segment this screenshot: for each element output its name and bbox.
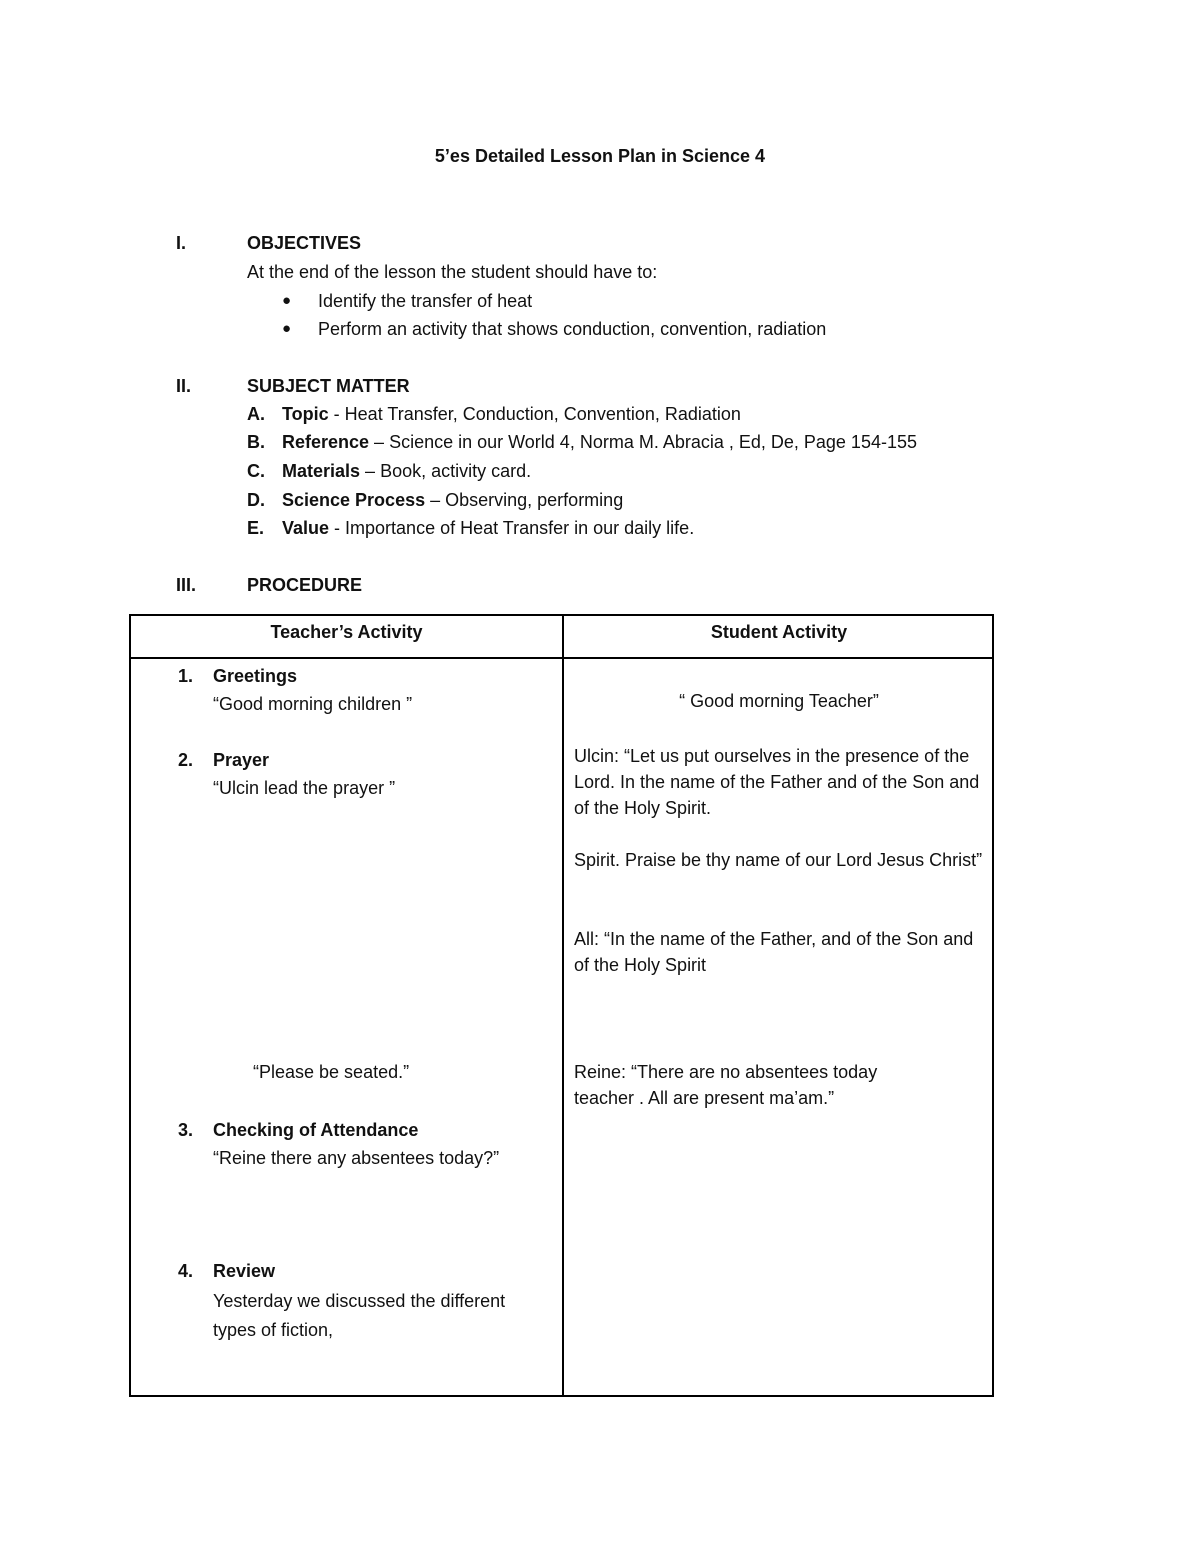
teacher-prayer: “Ulcin lead the prayer ” xyxy=(213,778,396,798)
section-heading-subject-matter: SUBJECT MATTER xyxy=(247,376,410,396)
student-prayer-1: Ulcin: “Let us put ourselves in the presence of the Lord. In the name of the Father and of the Son and of the Holy Spirit. xyxy=(574,746,980,818)
item-separator: - xyxy=(329,518,346,538)
objective-item: Perform an activity that shows conduction, convention, radiation xyxy=(318,319,827,339)
step-title-prayer: Prayer xyxy=(213,750,270,770)
step-title-greetings: Greetings xyxy=(213,666,298,686)
section-numeral-objectives: I. xyxy=(176,233,187,253)
section-numeral-procedure: III. xyxy=(176,575,197,595)
teacher-review: Yesterday we discussed the different types of fiction, xyxy=(213,1291,506,1340)
step-number: 1. xyxy=(178,666,194,686)
item-separator: - xyxy=(328,404,345,424)
step-number: 2. xyxy=(178,750,194,770)
student-greeting-reply: “ Good morning Teacher” xyxy=(679,691,879,711)
item-letter: E. xyxy=(247,518,265,538)
item-label: Science Process xyxy=(282,490,426,510)
item-separator: – xyxy=(369,432,390,452)
teacher-attendance: “Reine there any absentees today?” xyxy=(213,1148,500,1168)
student-attendance-reply: Reine: “There are no absentees today teacher . All are present ma’am.” xyxy=(574,1062,878,1108)
step-title-review: Review xyxy=(213,1261,276,1281)
step-number: 4. xyxy=(178,1261,194,1281)
bullet-icon: ● xyxy=(282,292,292,309)
item-text: Importance of Heat Transfer in our daily life. xyxy=(345,518,695,538)
teacher-seated: “Please be seated.” xyxy=(253,1062,410,1082)
objective-item: Identify the transfer of heat xyxy=(318,291,533,311)
objectives-intro: At the end of the lesson the student should have to: xyxy=(247,262,658,282)
teacher-greeting: “Good morning children ” xyxy=(213,694,413,714)
student-prayer-3: All: “In the name of the Father, and of the Son and of the Holy Spirit xyxy=(574,929,974,975)
section-numeral-subject-matter: II. xyxy=(176,376,192,396)
section-heading-procedure: PROCEDURE xyxy=(247,575,363,595)
item-letter: B. xyxy=(247,432,265,452)
header-divider xyxy=(131,657,992,659)
student-prayer-2: Spirit. Praise be thy name of our Lord Jesus Christ” xyxy=(574,850,983,870)
bullet-icon: ● xyxy=(282,320,292,337)
step-number: 3. xyxy=(178,1120,194,1140)
subject-item-science-process xyxy=(282,490,623,511)
page-title: 5’es Detailed Lesson Plan in Science 4 xyxy=(434,146,766,166)
item-letter: D. xyxy=(247,490,265,510)
item-label: Topic xyxy=(282,404,329,424)
item-separator: – xyxy=(360,461,381,481)
subject-item-value xyxy=(282,518,694,539)
item-separator: – xyxy=(425,490,446,510)
column-divider xyxy=(562,616,564,1395)
subject-item-reference xyxy=(282,432,917,453)
item-label: Reference xyxy=(282,432,370,452)
item-letter: A. xyxy=(247,404,265,424)
item-label: Materials xyxy=(282,461,361,481)
header-student-activity: Student Activity xyxy=(710,622,848,642)
subject-item-materials xyxy=(282,461,531,482)
item-text: Science in our World 4, Norma M. Abracia , Ed, De, Page 154-155 xyxy=(389,432,917,452)
item-text: Book, activity card. xyxy=(380,461,532,481)
item-label: Value xyxy=(282,518,330,538)
step-title-attendance: Checking of Attendance xyxy=(213,1120,419,1140)
section-heading-objectives: OBJECTIVES xyxy=(247,233,362,253)
subject-item-topic xyxy=(282,404,741,425)
item-letter: C. xyxy=(247,461,265,481)
procedure-table xyxy=(129,614,994,1397)
item-text: Observing, performing xyxy=(445,490,624,510)
item-text: Heat Transfer, Conduction, Convention, Radiation xyxy=(344,404,741,424)
header-teacher-activity: Teacher’s Activity xyxy=(270,622,423,642)
